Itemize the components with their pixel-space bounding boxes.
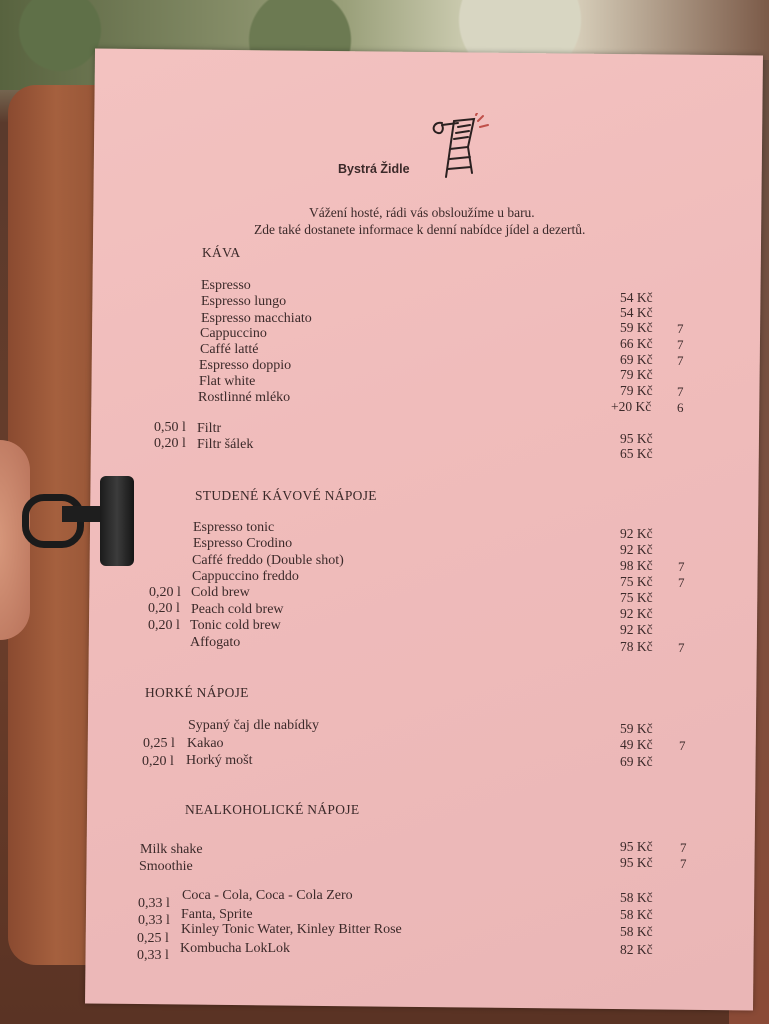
menu-item-name: Espresso macchiato [201,311,312,326]
menu-item-name: Espresso [201,278,251,293]
menu-item-name: Caffé latté [200,342,259,357]
menu-item-price: 95 Kč [620,839,653,854]
menu-item-price: 92 Kč [620,606,653,621]
menu-item-price: 75 Kč [620,590,653,605]
menu-item-price: 58 Kč [620,890,653,905]
menu-item-price: 79 Kč [620,383,653,398]
menu-item-price: 95 Kč [620,855,653,870]
menu-item-size: 0,20 l [148,601,180,616]
welcome-line-1: Vážení hosté, rádi vás obsloužíme u baru. [309,205,535,220]
section-title-hot-drinks: HORKÉ NÁPOJE [145,685,249,700]
menu-item-name: Peach cold brew [191,602,284,617]
menu-item-name: Flat white [199,374,256,389]
menu-item-name: Rostlinné mléko [198,390,291,405]
menu-item-name: Cold brew [191,585,250,600]
menu-item-allergen: 7 [678,559,685,574]
menu-item-price: 58 Kč [620,924,653,939]
menu-item-name: Espresso doppio [199,358,292,373]
menu-item-name: Caffé freddo (Double shot) [192,553,344,568]
menu-item-price: 98 Kč [620,558,653,573]
menu-item-price: 66 Kč [620,336,653,351]
menu-item-price: 54 Kč [620,305,653,320]
menu-item-allergen: 7 [679,738,686,753]
menu-item-name: Coca - Cola, Coca - Cola Zero [182,888,353,903]
menu-item-price: 54 Kč [620,290,653,305]
menu-item-size: 0,20 l [142,754,174,769]
menu-item-allergen: 7 [678,640,685,655]
menu-item-name: Tonic cold brew [190,618,281,633]
menu-item-allergen: 7 [677,321,684,336]
menu-item-allergen: 7 [677,384,684,399]
menu-item-name: Filtr [197,421,222,436]
menu-item-name: Fanta, Sprite [181,907,253,922]
menu-item-allergen: 6 [677,400,684,415]
menu-item-size: 0,25 l [137,931,169,946]
menu-item-price: 79 Kč [620,367,653,382]
menu-item-size: 0,33 l [138,913,170,928]
menu-item-name: Cappuccino freddo [192,569,299,584]
menu-item-price: 59 Kč [620,721,653,736]
menu-item-size: 0,33 l [137,948,169,963]
clip-plate [100,476,134,566]
menu-item-size: 0,20 l [154,436,186,451]
menu-item-price: 69 Kč [620,352,653,367]
menu-item-name: Espresso tonic [193,520,275,535]
menu-item-price: 75 Kč [620,574,653,589]
menu-item-allergen: 7 [680,856,687,871]
menu-item-price: 58 Kč [620,907,653,922]
menu-item-allergen: 7 [678,575,685,590]
menu-item-name: Cappuccino [200,326,267,341]
menu-item-price: 92 Kč [620,526,653,541]
menu-item-name: Espresso lungo [201,294,287,309]
menu-item-name: Espresso Crodino [193,536,293,551]
menu-item-size: 0,33 l [138,896,170,911]
menu-item-name: Filtr šálek [197,437,254,452]
menu-item-price: 82 Kč [620,942,653,957]
menu-item-price: 92 Kč [620,542,653,557]
menu-item-allergen: 7 [680,840,687,855]
menu-item-price: 69 Kč [620,754,653,769]
menu-item-price: 92 Kč [620,622,653,637]
menu-item-name: Sypaný čaj dle nabídky [188,718,320,733]
menu-item-size: 0,50 l [154,420,186,435]
menu-item-name: Kakao [187,736,224,751]
section-title-soft-drinks: NEALKOHOLICKÉ NÁPOJE [185,802,360,817]
welcome-line-2: Zde také dostanete informace k denní nabídce jídel a dezertů. [254,222,586,237]
chair-logo-icon [428,113,498,179]
menu-item-price: +20 Kč [611,399,652,414]
section-title-kava: KÁVA [202,245,241,260]
menu-item-price: 59 Kč [620,320,653,335]
menu-item-name: Kinley Tonic Water, Kinley Bitter Rose [181,922,402,937]
menu-item-name: Milk shake [140,842,203,857]
menu-item-allergen: 7 [677,353,684,368]
menu-item-price: 65 Kč [620,446,653,461]
menu-item-name: Kombucha LokLok [180,941,291,956]
menu-item-name: Smoothie [139,859,193,874]
menu-item-price: 95 Kč [620,431,653,446]
menu-item-price: 78 Kč [620,639,653,654]
menu-item-name: Affogato [190,635,241,650]
menu-item-price: 49 Kč [620,737,653,752]
binder-clip [22,476,140,566]
menu-item-size: 0,20 l [148,618,180,633]
section-title-cold-coffee: STUDENÉ KÁVOVÉ NÁPOJE [195,488,377,503]
menu-item-name: Horký mošt [186,753,253,768]
menu-item-size: 0,20 l [149,585,181,600]
menu-item-allergen: 7 [677,337,684,352]
menu-item-size: 0,25 l [143,736,175,751]
brand-name: Bystrá Židle [338,162,410,176]
